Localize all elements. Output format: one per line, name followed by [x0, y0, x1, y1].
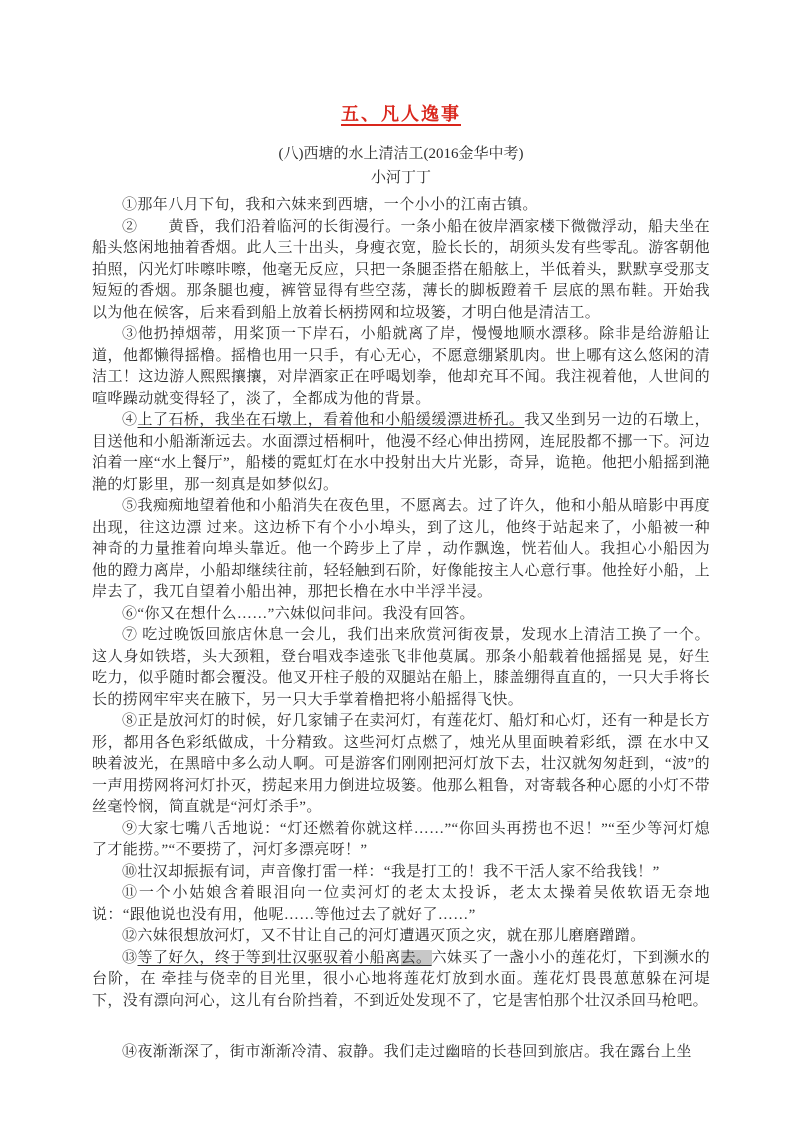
- passage-paragraph: [92, 496, 710, 604]
- text-segment: ⑪一个小姑娘含着眼泪向一位卖河灯的老太太投诉，老太太操着吴侬软语无奈地说：“跟他说也没有用，他呢……等他过去了就好了……”: [92, 885, 710, 923]
- text-segment: ⑬: [122, 949, 138, 966]
- underlined-segment: 上了石桥，我坐在石墩上，看着他和小船缓缓漂进桥孔。: [137, 412, 525, 428]
- text-segment: ⑧正是放河灯的时候，好几家铺子在卖河灯，有莲花灯、船灯和心灯，还有一种是长方形，都用各色彩纸做成，十分精致。这些河灯点燃了，烛光从里面映着彩纸，漂 在水中又映着波光，在黑暗中多么动人啊。可是游客们刚刚把河灯放下去，壮汉就匆匆赶到，“波”的一声用捞网将河灯扑灭，捞起来用力倒进垃圾篓。他那么粗鲁，对寄载各种心愿的小灯不带丝毫怜悯，简直就是“河灯杀手”。: [92, 713, 710, 815]
- passage-paragraph: [92, 819, 710, 862]
- passage-paragraph: [92, 948, 710, 1013]
- text-segment: ⑫六妹很想放河灯，又不甘让自己的河灯遭遇灭顶之灾，就在那儿磨磨蹭蹭。: [122, 928, 646, 944]
- text-segment: 我又坐到另一边的石墩上，目送他和小船渐渐远去。水面漂过梧桐叶，他漫不经心伸出捞网，连屁股都不挪一下。河边泊着一座“水上餐厅”，船楼的霓虹灯在水中投射出大片光影，奇异，诡艳。他把小船摇到滟滟的灯影里，那一刻真是如梦似幻。: [92, 412, 710, 493]
- passage-paragraph: [92, 324, 710, 410]
- text-segment: ⑭夜渐渐深了，街市渐渐冷清、寂静。我们走过幽暗的长巷回到旅店。我在露台上坐: [122, 1044, 692, 1060]
- underlined-segment: 去。: [400, 949, 432, 966]
- passage-author: 小河丁丁: [370, 170, 431, 186]
- passage-paragraph: [92, 195, 710, 217]
- text-segment: ⑨大家七嘴八舌地说：“灯还燃着你就这样……”“你回头再捞也不迟！”“至少等河灯熄了才能捞。”“不要捞了，河灯多漂亮呀！”: [92, 820, 710, 858]
- text-segment: ④: [122, 412, 138, 428]
- passage-subtitle: (八)西塘的水上清洁工(2016金华中考): [278, 146, 524, 162]
- passage-paragraph: [92, 862, 710, 884]
- text-segment: ⑥“你又在想什么……”六妹似问非问。我没有回答。: [122, 605, 475, 622]
- text-segment: ⑤我痴痴地望着他和小船消失在夜色里，不愿离去。过了许久，他和小船从暗影中再度出现，往这边漂 过来。这边桥下有个小小埠头，到了这儿，他终于站起来了，小船被一种神奇的力量推着向埠头靠近。他一个跨步上了岸 ，动作飘逸，恍若仙人。我担心小船因为他的蹬力离岸，小船却继续往前，轻轻触到石阶，好像能按主人心意行事。他拴好小船，上岸去了，我兀自望着小船出神，那把长橹在水中半浮半浸。: [92, 498, 710, 600]
- text-segment: 六妹买了一盏小小的莲花灯，下到濒水的台阶，在 牵挂与侥幸的目光里，很小心地将莲花灯放到水面。莲花灯畏畏葸葸躲在河堤下，没有漂向河心，这儿有台阶挡着，不到近处发现不了，它是害怕那个壮汉杀回马枪吧。: [92, 949, 710, 1009]
- passage-paragraph: [92, 410, 710, 496]
- passage-title: 五、凡人逸事: [341, 104, 461, 124]
- text-segment: ② 黄昏，我们沿着临河的长街漫行。一条小船在彼岸酒家楼下微微浮动，船夫坐在船头悠闲地抽着香烟。此人三十出头，身瘦衣宽，脸长长的，胡须头发有些零乱。游客朝他拍照，闪光灯咔嚓咔嚓，他毫无反应，只把一条腿歪搭在船舷上，半低着头，默默享受那支短短的香烟。那条腿也瘦，裤管显得有些空荡，薄长的脚板蹬着千 层底的黑布鞋。开始我以为他在候客，后来看到船上放着长柄捞网和垃圾篓，才明白他是清洁工。: [92, 218, 710, 321]
- passage-paragraph: [92, 711, 710, 819]
- passage-paragraph: [92, 604, 710, 626]
- passage-paragraph: [92, 625, 710, 711]
- passage-paragraph: [92, 1042, 710, 1064]
- underlined-segment: 等了好久，终于等到壮汉驱驭着小船离: [137, 949, 401, 966]
- text-segment: ⑦ 吃过晚饭回旅店休息一会儿，我们出来欣赏河街夜景，发现水上清洁工换了一个。这人身如铁塔，头大颈粗，登台唱戏李逵张飞非他莫属。那条小船载着他摇摇晃 晃，好生吃力，似乎随时都会覆没。他叉开柱子般的双腿站在船上，膝盖绷得直直的，一只大手将长长的捞网牢牢夹在腋下，另一只大手掌着橹把将小船摇得飞快。: [92, 627, 710, 708]
- passage-paragraph: [92, 926, 710, 948]
- passage-paragraph: [92, 883, 710, 926]
- text-segment: ③他扔掉烟蒂，用桨顶一下岸石，小船就离了岸，慢慢地顺水漂移。除非是给游船让道，他都懒得摇橹。摇橹也用一只手，有心无心，不愿意绷紧肌肉。世上哪有这么悠闲的清洁工！这边游人熙熙攘攘，对岸酒家正在呼喝划拳，他却充耳不闻。我注视着他，人世间的喧哗躁动就变得轻了，淡了，全都成为他的背景。: [92, 326, 710, 407]
- text-segment: ⑩壮汉却振振有词，声音像打雷一样：“我是打工的！我不干活人家不给我钱！”: [122, 863, 660, 880]
- passage-body: [92, 195, 710, 1064]
- text-segment: ①那年八月下旬，我和六妹来到西塘，一个小小的江南古镇。: [122, 197, 538, 213]
- passage-paragraph: [92, 217, 710, 325]
